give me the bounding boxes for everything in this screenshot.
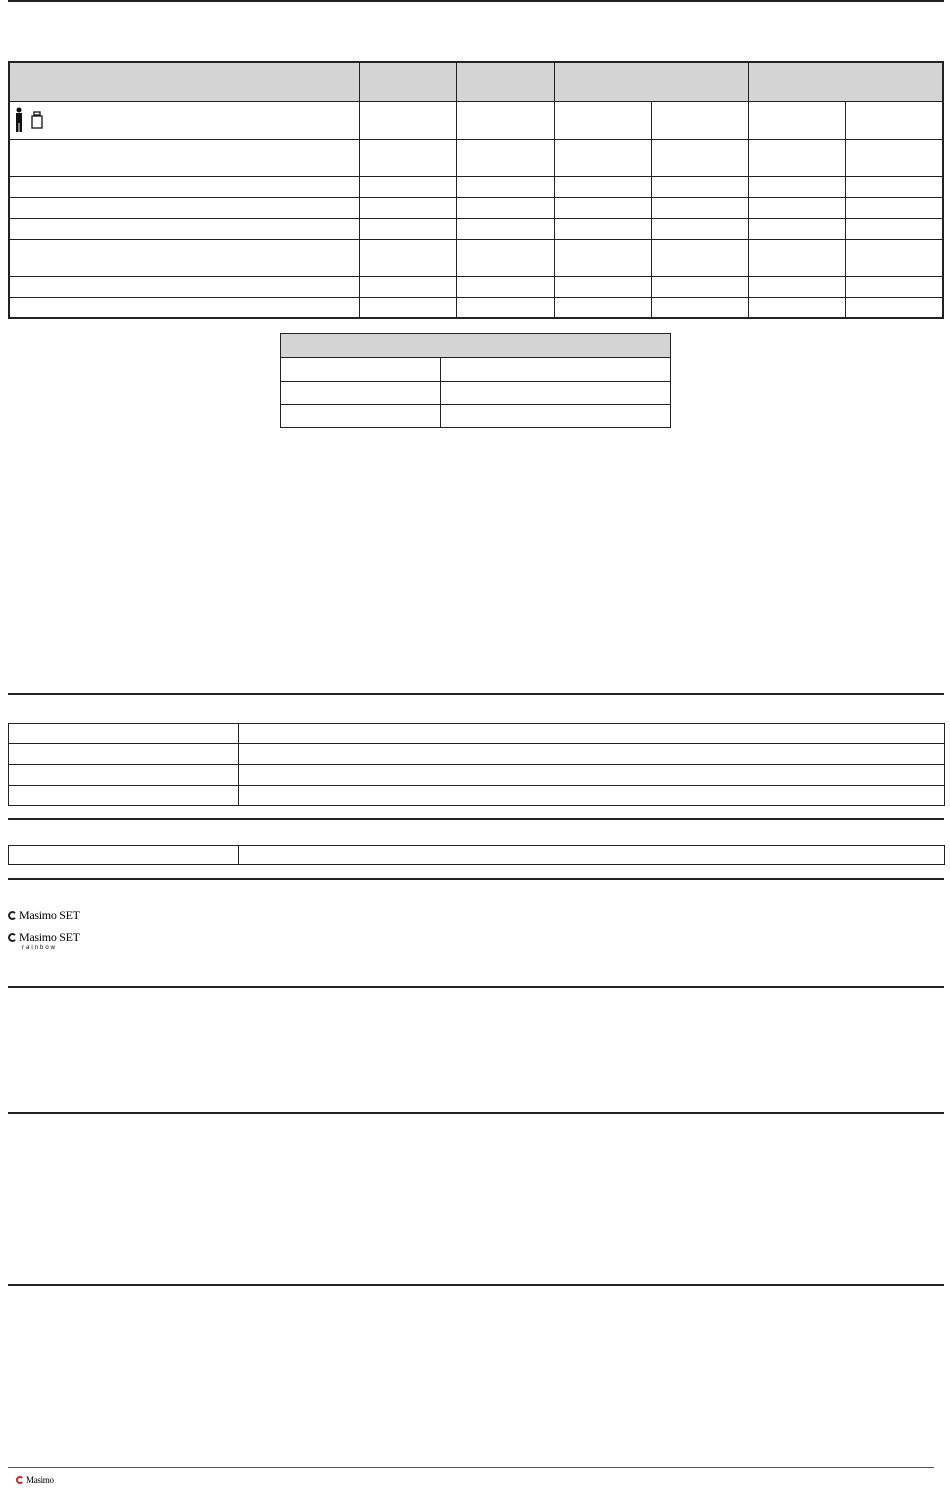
header-cell [360,62,457,101]
section-rule [8,986,944,988]
table-cell [9,218,360,239]
table-cell [9,744,239,765]
table-cell [9,724,239,744]
table-cell [457,176,554,197]
table-cell [554,297,651,318]
table-row [9,724,945,744]
table-cell [554,276,651,297]
table-cell [554,101,651,139]
table-cell [9,176,360,197]
table-cell [846,276,943,297]
table-cell [281,358,441,382]
table-cell [651,297,748,318]
table-cell [441,405,671,428]
weight-icon [31,111,43,129]
table-cell [554,176,651,197]
table-row [9,846,945,865]
table-cell [846,218,943,239]
info-table-a [8,723,945,806]
table-cell [360,197,457,218]
table-cell [846,101,943,139]
section-rule [8,1284,944,1286]
table-cell [9,239,360,276]
table-row [9,239,943,276]
table-cell [651,276,748,297]
table-cell [360,101,457,139]
table-cell [846,297,943,318]
table-cell [457,297,554,318]
small-table [280,333,671,428]
table-cell [9,846,239,865]
table-cell [457,276,554,297]
table-cell [749,218,846,239]
table-cell [239,786,945,806]
table-row [9,139,943,176]
table-row [281,382,671,405]
table-cell [554,218,651,239]
table-row [9,786,945,806]
table-cell [239,744,945,765]
masimo-set-rainbow-logo [8,929,80,945]
table-cell [651,139,748,176]
table-cell [9,786,239,806]
table-cell [749,139,846,176]
table-row [9,101,943,139]
top-rule [8,0,944,2]
table-cell [846,139,943,176]
masimo-swirl-icon [8,911,17,920]
section-rule [8,878,944,880]
masimo-set-logo [8,907,80,923]
table-cell [846,239,943,276]
table-cell [651,239,748,276]
header-cell [749,62,943,101]
table-row [9,197,943,218]
table-cell [9,101,360,139]
header-cell [554,62,748,101]
table-cell [651,101,748,139]
table-row [9,297,943,318]
table-cell [360,176,457,197]
table-cell [441,382,671,405]
table-cell [360,218,457,239]
table-cell [651,218,748,239]
footer-logo [16,1474,54,1486]
section-rule [8,818,944,820]
table-cell [9,197,360,218]
table-cell [749,297,846,318]
rainbow-subtext: rainbow [22,945,58,951]
table-cell [749,276,846,297]
spec-table-header [9,62,943,101]
table-row [9,744,945,765]
info-table-b [8,845,945,865]
table-cell [239,846,945,865]
table-cell [651,197,748,218]
table-row [9,765,945,786]
table-cell [281,382,441,405]
table-row [9,276,943,297]
section-rule [8,693,944,695]
table-cell [651,176,748,197]
masimo-set-rainbow-logo-text: Masimo SET [19,930,80,944]
table-cell [749,101,846,139]
table-cell [554,197,651,218]
table-cell [9,297,360,318]
table-cell [360,239,457,276]
table-cell [9,765,239,786]
table-cell [457,197,554,218]
table-cell [457,218,554,239]
table-cell [554,139,651,176]
small-table-header [281,334,671,358]
header-cell [457,62,554,101]
table-row [281,358,671,382]
table-cell [846,176,943,197]
small-table-title [281,334,671,358]
spec-table [8,61,944,319]
table-cell [846,197,943,218]
footer-rule [8,1467,934,1468]
footer-logo-text: Masimo [26,1475,54,1485]
table-cell [360,276,457,297]
table-row [9,218,943,239]
table-row [9,176,943,197]
section-rule [8,1112,944,1114]
table-cell [749,176,846,197]
table-cell [554,239,651,276]
masimo-swirl-icon [8,933,17,942]
header-cell [9,62,360,101]
masimo-swirl-icon [16,1476,24,1484]
table-cell [457,239,554,276]
table-cell [9,139,360,176]
table-cell [441,358,671,382]
table-cell [360,297,457,318]
table-cell [239,724,945,744]
table-cell [457,139,554,176]
table-cell [749,197,846,218]
masimo-set-logo-text: Masimo SET [19,908,80,922]
table-cell [239,765,945,786]
table-cell [360,139,457,176]
table-cell [749,239,846,276]
person-icon [14,107,24,133]
table-cell [457,101,554,139]
table-cell [281,405,441,428]
table-row [281,405,671,428]
table-cell [9,276,360,297]
